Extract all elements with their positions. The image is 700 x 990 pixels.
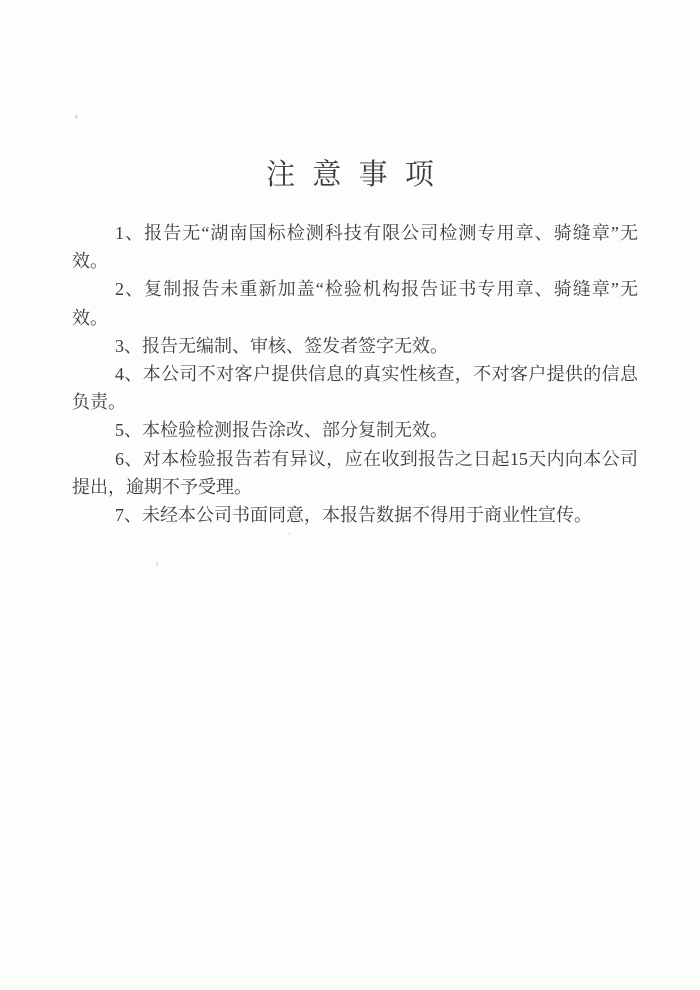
- notice-line: 6、对本检验报告若有异议，应在收到报告之日起15天内向本公司: [115, 448, 638, 469]
- page-title: 注 意 事 项: [266, 159, 439, 191]
- notice-line: 4、本公司不对客户提供信息的真实性核查，不对客户提供的信息: [115, 363, 638, 384]
- notice-line: 7、未经本公司书面同意，本报告数据不得用于商业性宣传。: [115, 504, 592, 525]
- scan-speck: [288, 532, 290, 535]
- notice-line: 负责。: [72, 392, 126, 413]
- notice-line: 效。: [72, 251, 108, 272]
- scan-speck: [75, 115, 78, 119]
- notice-line: 3、报告无编制、审核、签发者签字无效。: [115, 335, 448, 356]
- scan-speck: [156, 562, 158, 567]
- notice-list: [72, 219, 638, 529]
- notice-line: 5、本检验检测报告涂改、部分复制无效。: [115, 420, 448, 441]
- notice-line: 提出，逾期不予受理。: [72, 476, 252, 497]
- notice-line: 1、报告无“湖南国标检测科技有限公司检测专用章、骑缝章”无: [115, 223, 638, 243]
- notice-line: 2、复制报告未重新加盖“检验机构报告证书专用章、骑缝章”无: [115, 279, 638, 300]
- notice-line: 效。: [72, 307, 108, 328]
